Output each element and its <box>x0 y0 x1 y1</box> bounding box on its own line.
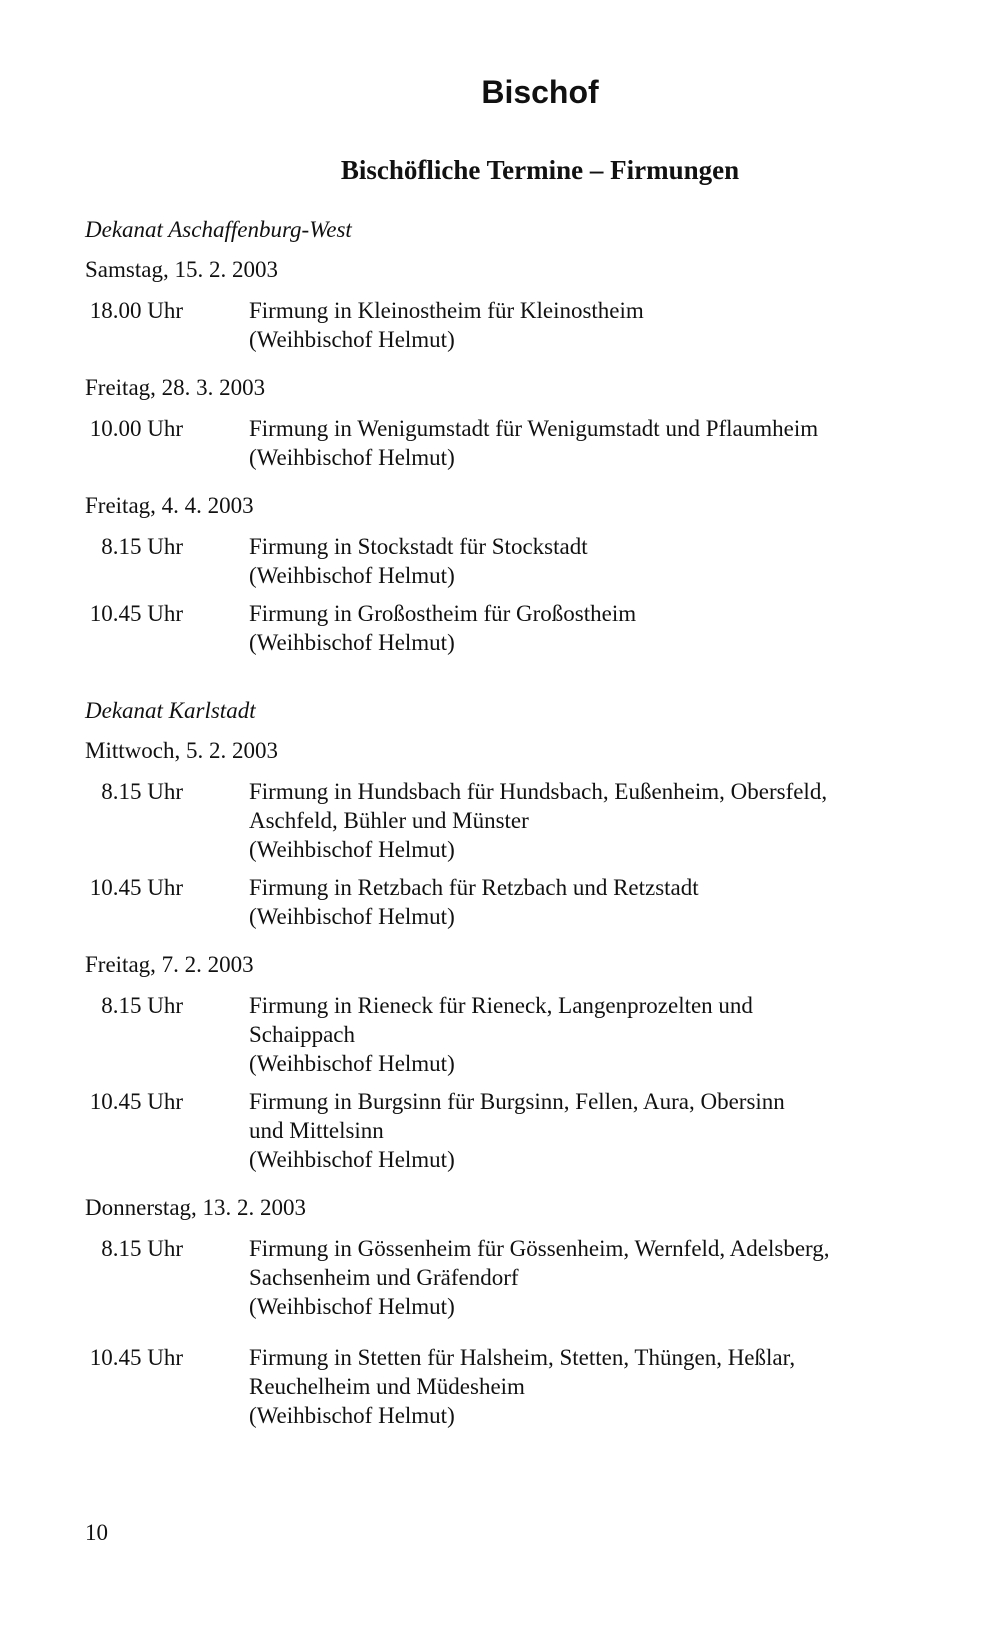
entry-text-continued: Sachsenheim und Gräfendorf <box>249 1265 519 1290</box>
entry-officiant: (Weihbischof Helmut) <box>249 563 455 588</box>
schedule-entry <box>85 1343 965 1430</box>
deanery-heading: Dekanat Karlstadt <box>85 698 256 723</box>
entry-text-continued: Reuchelheim und Müdesheim <box>249 1374 525 1399</box>
entry-text: Firmung in Kleinostheim für Kleinostheim <box>249 298 644 323</box>
entry-description <box>249 1234 949 1321</box>
entry-time: 10.45 Uhr <box>89 1345 183 1370</box>
entry-text-continued: Schaippach <box>249 1022 356 1047</box>
day-date: Samstag, 15. 2. 2003 <box>85 257 278 282</box>
schedule-entry <box>85 991 965 1078</box>
entry-text: Firmung in Stockstadt für Stockstadt <box>249 534 588 559</box>
entry-time: 8.15 Uhr <box>101 1236 183 1261</box>
page-number: 10 <box>85 1520 108 1545</box>
entry-text: Firmung in Hundsbach für Hundsbach, Eußenheim, Obersfeld, <box>249 779 828 804</box>
day-group <box>85 255 965 354</box>
entry-time: 10.00 Uhr <box>89 416 183 441</box>
entry-time: 8.15 Uhr <box>101 779 183 804</box>
entry-time: 8.15 Uhr <box>101 534 183 559</box>
entry-text-continued: Aschfeld, Bühler und Münster <box>249 808 529 833</box>
schedule-entry <box>85 873 965 931</box>
day-group <box>85 491 965 657</box>
entry-text-continued: und Mittelsinn <box>249 1118 384 1143</box>
entry-time: 10.45 Uhr <box>89 875 183 900</box>
schedule-entry <box>85 532 965 590</box>
entry-officiant: (Weihbischof Helmut) <box>249 445 455 470</box>
entry-text: Firmung in Gössenheim für Gössenheim, Wernfeld, Adelsberg, <box>249 1236 830 1261</box>
entry-time: 18.00 Uhr <box>89 298 183 323</box>
page-subtitle: Bischöfliche Termine – Firmungen <box>340 155 740 185</box>
entry-time: 10.45 Uhr <box>89 601 183 626</box>
entry-officiant: (Weihbischof Helmut) <box>249 327 455 352</box>
deanery-heading: Dekanat Aschaffenburg-West <box>85 217 352 242</box>
entry-text: Firmung in Retzbach für Retzbach und Retzstadt <box>249 875 699 900</box>
entry-time: 10.45 Uhr <box>89 1089 183 1114</box>
entry-description <box>249 599 949 657</box>
entry-officiant: (Weihbischof Helmut) <box>249 630 455 655</box>
entry-text: Firmung in Burgsinn für Burgsinn, Fellen, Aura, Obersinn <box>249 1089 785 1114</box>
entry-officiant: (Weihbischof Helmut) <box>249 1403 455 1428</box>
day-group <box>85 736 965 931</box>
page-header: Bischof <box>481 74 599 110</box>
schedule-entry <box>85 296 965 354</box>
entry-text: Firmung in Stetten für Halsheim, Stetten, Thüngen, Heßlar, <box>249 1345 796 1370</box>
entry-description <box>249 532 949 590</box>
entry-description <box>249 1343 949 1430</box>
schedule-content <box>85 215 965 1449</box>
entry-description <box>249 991 949 1078</box>
entry-text: Firmung in Wenigumstadt für Wenigumstadt und Pflaumheim <box>249 416 819 441</box>
schedule-entry <box>85 1087 965 1174</box>
entry-description <box>249 414 949 472</box>
schedule-entry <box>85 414 965 472</box>
entry-officiant: (Weihbischof Helmut) <box>249 1051 455 1076</box>
schedule-entry <box>85 777 965 864</box>
day-group <box>85 1193 965 1430</box>
entry-text: Firmung in Großostheim für Großostheim <box>249 601 637 626</box>
entry-officiant: (Weihbischof Helmut) <box>249 1294 455 1319</box>
entry-officiant: (Weihbischof Helmut) <box>249 904 455 929</box>
schedule-entry <box>85 1234 965 1321</box>
entry-description <box>249 777 949 864</box>
entry-description <box>249 873 949 931</box>
day-date: Freitag, 7. 2. 2003 <box>85 952 254 977</box>
day-date: Donnerstag, 13. 2. 2003 <box>85 1195 307 1220</box>
entry-officiant: (Weihbischof Helmut) <box>249 837 455 862</box>
entry-time: 8.15 Uhr <box>101 993 183 1018</box>
entry-officiant: (Weihbischof Helmut) <box>249 1147 455 1172</box>
day-date: Mittwoch, 5. 2. 2003 <box>85 738 278 763</box>
day-group <box>85 373 965 472</box>
day-date: Freitag, 4. 4. 2003 <box>85 493 254 518</box>
day-date: Freitag, 28. 3. 2003 <box>85 375 266 400</box>
schedule-entry <box>85 599 965 657</box>
day-group <box>85 950 965 1174</box>
entry-description <box>249 296 949 354</box>
entry-text: Firmung in Rieneck für Rieneck, Langenprozelten und <box>249 993 753 1018</box>
entry-description <box>249 1087 949 1174</box>
